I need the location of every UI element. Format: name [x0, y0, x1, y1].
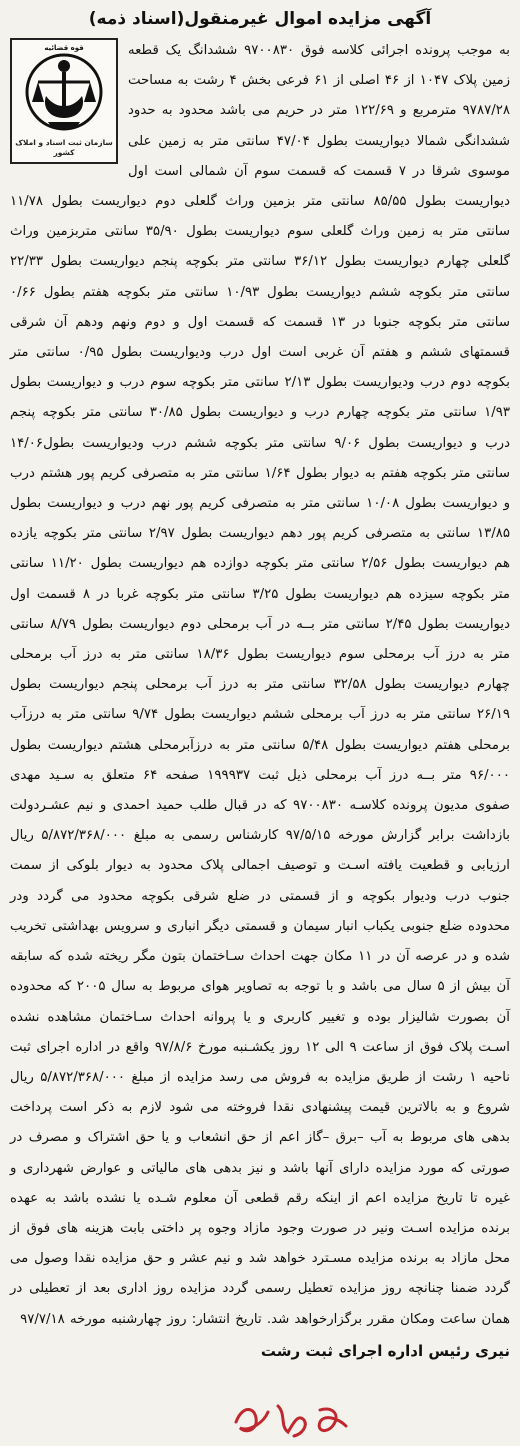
handwritten-number	[228, 1392, 358, 1444]
notice-body-wrap	[10, 36, 510, 1335]
emblem-icon	[24, 52, 104, 138]
notice-title: آگهی مزایده اموال غیرمنقول(اسناد ذمه)	[88, 9, 432, 29]
notice-body-text: به موجب پرونده اجرائی کلاسه فوق ۹۷۰۰۸۳۰ ششدانگ یک قطعه زمین پلاک ۱۰۴۷ از ۴۶ اصلی از ۶۱ فرعی بخش ۴ رشت به مساحت ۹۷۸۷/۲۸ مترمربع و ۱۲۲/۶۹ متر در حریم می باشد محدود به حدود ششدانگی شمالا دیواریست بطول ۴۷/۰۴ سانتی متر به زمین علی موسوی شرقا در ۷ قسمت که قسمت سوم آن شمالی است اول دیواریست بطول ۸۵/۵۵ سانتی متر بزمین وراث گلعلی دوم دیواریست بطول ۱۱/۷۸ سانتی متر به زمین وراث گلعلی سوم دیواریست بطول ۳۵/۹۰ سانتی متربزمین وراث گلعلی چهارم دیواریست بطول ۳۶/۱۲ سانتی متر بکوچه پنجم دیواریست بطول ۲۲/۳۳ سانتی متر بکوچه ششم دیواریست بطول ۱۰/۹۳ سانتی متر بکوچه هفتم بطول ۰/۶۶ سانتی متر بکوچه جنوبا در ۱۳ قسمت که قسمت اول و دوم ونهم ودهم آن شرقی قسمتهای ششم و هفتم آن غربی است اول درب ودیواریست بطول ۰/۹۵ سانتی متر بکوچه دوم درب ودیواریست بطول ۲/۱۳ سانتی متر بکوچه سوم درب و دیواریست بطول ۱/۹۳ سانتی متر بکوچه چهارم درب و دیواریست بطول ۳۰/۸۵ سانتی متر بکوچه پنجم درب و دیواریست بطول ۹/۰۶ سانتی متر بکوچه ششم درب ودیواریست بطول۱۴/۰۶ سانتی متر بکوچه هفتم به دیوار بطول ۱/۶۴ سانتی متر به متصرفی کریم پور هشتم درب و دیواریست بطول ۱۰/۰۸ سانتی متر به متصرفی کریم پور نهم درب و دیواریست بطول ۱۳/۸۵ سانتی به متصرفی کریم پور دهم دیواریست بطول ۲/۹۷ سانتی متر بکوچه یازده هم دیواریست بطول ۲/۵۶ سانتی متر بکوچه دوازده هم دیواریست بطول ۱۱/۲۰ سانتی متر بکوچه سیزده هم دیواریست بطول ۳/۲۵ سانتی متر بکوچه غربا در ۸ قسمت اول دیواریست بطول ۲/۴۵ سانتی متر بــه در آب برمحلی دوم دیواریست بطول ۸/۷۹ سانتی متر به درز آب برمحلی سوم دیواریست بطول ۱۸/۳۶ سانتی متر به درز آب برمحلی چهارم دیواریست بطول ۳۲/۵۸ سانتی متر به درز آب برمحلی پنجم دیواریست بطول ۲۶/۱۹ سانتی متر به درز آب برمحلی ششم دیواریست بطول ۹/۷۴ سانتی متر به درزآب برمحلی هفتم دیواریست بطول ۵/۴۸ سانتی متر به درزآبرمحلی هشتم دیواریست بطول ۹۶/۰۰۰ متر بــه درز آب برمحلی ذیل ثبت ۱۹۹۹۳۷ صفحه ۶۴ متعلق به سـید مهدی صفوی مدیون پرونده کلاسـه ۹۷۰۰۸۳۰ که در قبال طلب حمید احمدی و نیم عشـردولت بازداشت برابر گزارش مورخه ۹۷/۵/۱۵ کارشناس رسمی به مبلغ ۵/۸۷۲/۳۶۸/۰۰۰ ریال ارزیابی و قطعیت یافته اسـت و توصیف اجمالی پلاک محدود به دیوار بلوکی از سمت جنوب درب ودیوار بکوچه و از قسمتی در ضلع شرقی بکوچه محدود می گردد ودر محدوده ضلع جنوبی یکباب انبار سیمان و قسمتی دیگر انباری و سرویس بهداشتی تخریب شده و در عرصه آن در ۱۱ مکان جهت احداث سـاختمان بتون مگر ریخته شده که سابقه آن بیش از ۵ سال می باشد و با توجه به تصاویر هوای مربوط به سال ۲۰۰۵ که محدوده آن بصورت شالیزار بوده و تغییر کاربری و یا پروانه احداث سـاختمان مشاهده نشده اسـت پلاک فوق از ساعت ۹ الی ۱۲ روز یکشـنبه مورخ ۹۷/۸/۶ واقع در اداره اجرای ثبت ناحیه ۱ رشت از طریق مزایده به فروش می رسد مزایده از مبلغ ۵/۸۷۲/۳۶۸/۰۰۰ ریال شروع و به بالاترین قیمت پیشنهادی نقدا فروخته می شود لازم به ذکر است پرداخت بدهی های مربوط به آب –برق –گاز اعم از حق انشعاب و یا حق اشتراک و مصرف در صورتی که مورد مزایده دارای آنها باشد و نیز بدهی های مالیاتی و عوارض شهرداری و غیره تا تاریخ مزایده اعم از اینکه رقم قطعی آن معلوم شـده یا نشده باشد به عهده برنده مزایده اسـت ونیر در صورت وجود مازاد وجوه پر داختی بابت هزینه های فوق از محل مازاد به برنده مزایده مسـترد خواهد شد و نیم عشر و حق مزایده نقدا وصول می گردد ضمنا چنانچه روز مزایده تعطیل رسمی گردد مزایده روز اداری بعد از تعطیلی در همان ساعت ومکان مقرر برگزارخواهد شد. تاریخ انتشار: روز چهارشنبه مورخه ۹۷/۷/۱۸	[10, 43, 511, 1327]
logo-caption: سازمان ثبت اسناد و املاک کشور	[15, 138, 113, 157]
organization-logo	[10, 38, 118, 164]
logo-top-text: قوه قضائیه	[44, 44, 84, 52]
signature-line: نیری رئیس اداره اجرای ثبت رشت	[260, 1341, 510, 1360]
